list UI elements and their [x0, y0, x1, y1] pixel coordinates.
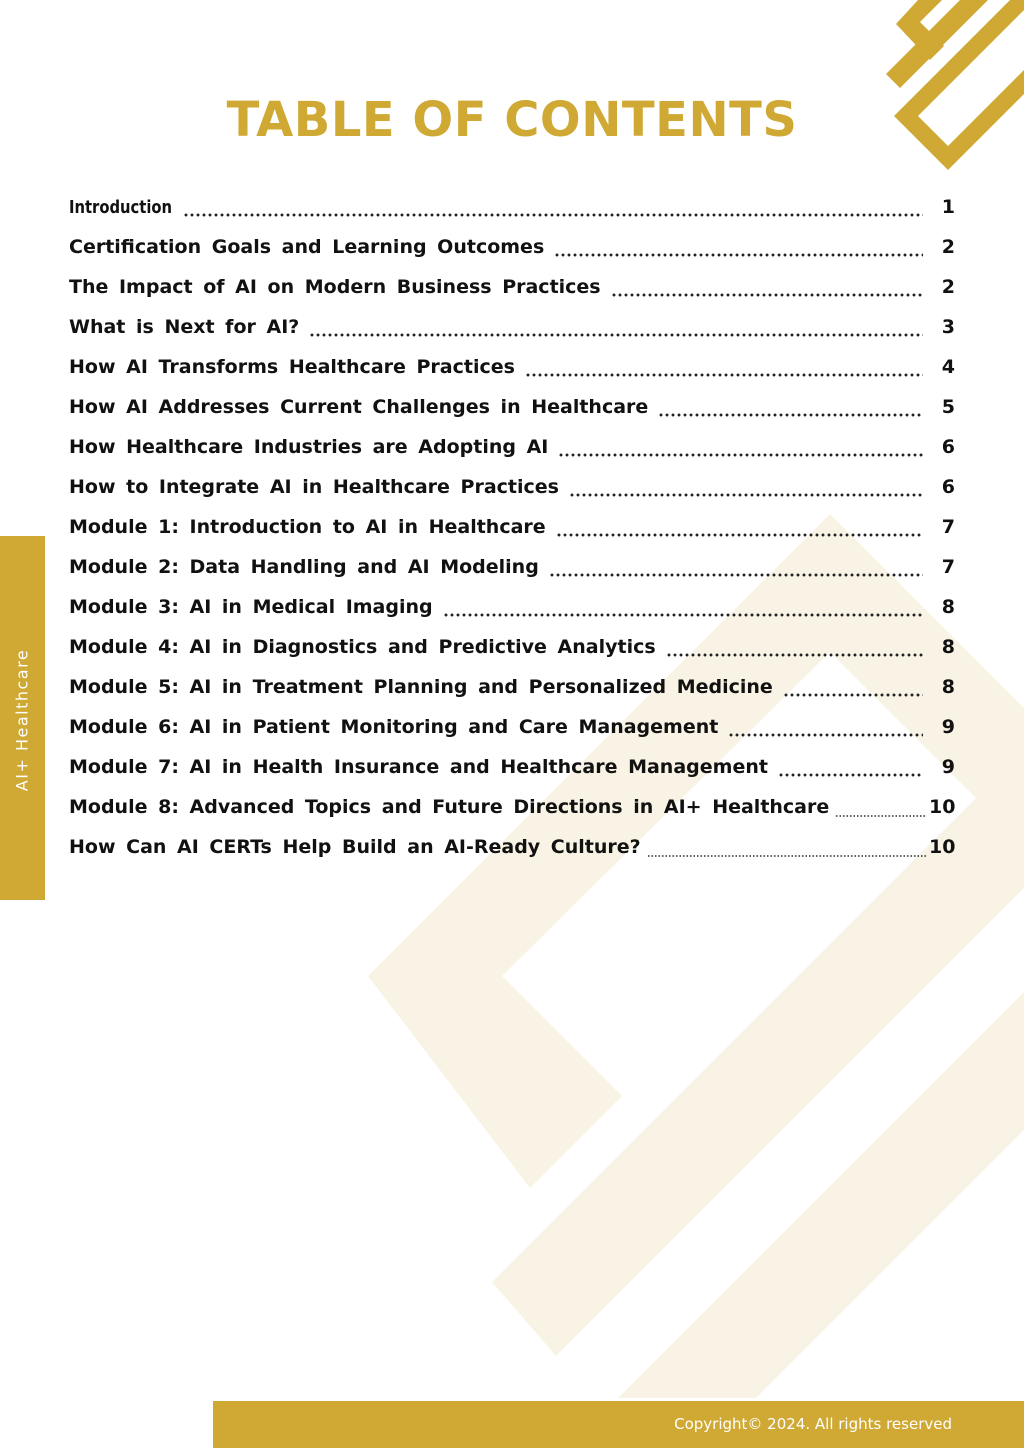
toc-dot-leader — [183, 196, 923, 218]
toc-dot-leader — [778, 756, 923, 778]
table-of-contents — [69, 187, 955, 867]
toc-page-number: 8 — [941, 676, 955, 698]
toc-entry-module-1[interactable] — [69, 507, 955, 547]
toc-dot-leader — [443, 596, 923, 618]
toc-entry-module-3[interactable] — [69, 587, 955, 627]
toc-dot-leader — [783, 676, 923, 698]
toc-page-number: 6 — [941, 476, 955, 498]
toc-entry-ai-transforms-healthcare[interactable] — [69, 347, 955, 387]
toc-dot-leader — [549, 556, 923, 578]
side-tab-label: AI+ Healthcare — [12, 648, 32, 792]
toc-page-number: 7 — [941, 516, 955, 538]
toc-entry-title: Module 7: AI in Health Insurance and Healthcare Management — [69, 756, 768, 778]
footer-bar — [213, 1401, 1024, 1448]
toc-entry-integrate-ai[interactable] — [69, 467, 955, 507]
toc-entry-introduction[interactable] — [69, 187, 955, 227]
corner-chevron-logo — [884, 0, 1024, 180]
copyright-text: Copyright© 2024. All rights reserved — [674, 1415, 952, 1433]
toc-page-number: 9 — [941, 756, 955, 778]
toc-dot-leader — [525, 356, 923, 378]
toc-dot-leader — [309, 316, 923, 338]
toc-entry-module-5[interactable] — [69, 667, 955, 707]
toc-entry-module-2[interactable] — [69, 547, 955, 587]
toc-entry-ai-ready-culture[interactable] — [69, 827, 955, 867]
toc-page-number: 10 — [929, 796, 956, 818]
toc-entry-title: How Healthcare Industries are Adopting AI — [69, 436, 549, 458]
toc-page-number: 10 — [929, 836, 956, 858]
toc-dot-leader — [835, 796, 927, 818]
toc-entry-title: Module 8: Advanced Topics and Future Directions in AI+ Healthcare — [69, 796, 830, 818]
toc-dot-leader — [569, 476, 923, 498]
toc-page-number: 7 — [941, 556, 955, 578]
toc-page-number: 2 — [941, 236, 955, 258]
toc-entry-title: The Impact of AI on Modern Business Practices — [69, 276, 601, 298]
toc-dot-leader — [658, 396, 923, 418]
toc-page-number: 8 — [941, 636, 955, 658]
toc-page-number: 8 — [941, 596, 955, 618]
toc-entry-current-challenges[interactable] — [69, 387, 955, 427]
toc-entry-title: How AI Addresses Current Challenges in Healthcare — [69, 396, 649, 418]
toc-entry-module-7[interactable] — [69, 747, 955, 787]
toc-dot-leader — [554, 236, 923, 258]
toc-page-number: 5 — [941, 396, 955, 418]
toc-entry-module-4[interactable] — [69, 627, 955, 667]
toc-dot-leader — [558, 436, 923, 458]
toc-entry-impact-of-ai[interactable] — [69, 267, 955, 307]
toc-entry-title: Module 3: AI in Medical Imaging — [69, 596, 433, 618]
toc-dot-leader — [611, 276, 923, 298]
toc-entry-certification-goals[interactable] — [69, 227, 955, 267]
toc-page-number: 3 — [941, 316, 955, 338]
toc-entry-title: Module 6: AI in Patient Monitoring and Care Management — [69, 716, 719, 738]
toc-entry-module-6[interactable] — [69, 707, 955, 747]
page-title: TABLE OF CONTENTS — [226, 92, 798, 148]
toc-entry-industries-adopting[interactable] — [69, 427, 955, 467]
toc-entry-title: Module 4: AI in Diagnostics and Predictive Analytics — [69, 636, 656, 658]
toc-entry-title: How AI Transforms Healthcare Practices — [69, 356, 515, 378]
toc-entry-title: Module 2: Data Handling and AI Modeling — [69, 556, 539, 578]
toc-entry-title: How Can AI CERTs Help Build an AI-Ready Culture? — [69, 836, 641, 858]
toc-entry-module-8[interactable] — [69, 787, 955, 827]
toc-entry-title: Introduction — [69, 196, 173, 218]
toc-entry-title: What is Next for AI? — [69, 316, 300, 338]
toc-page-number: 4 — [941, 356, 955, 378]
toc-dot-leader — [647, 836, 927, 858]
toc-entry-title: How to Integrate AI in Healthcare Practices — [69, 476, 559, 498]
toc-entry-title: Module 1: Introduction to AI in Healthcare — [69, 516, 546, 538]
toc-page-number: 1 — [941, 196, 955, 218]
toc-entry-what-is-next[interactable] — [69, 307, 955, 347]
toc-page-number: 2 — [941, 276, 955, 298]
toc-page-number: 6 — [941, 436, 955, 458]
toc-page-number: 9 — [941, 716, 955, 738]
toc-dot-leader — [556, 516, 923, 538]
toc-entry-title: Module 5: AI in Treatment Planning and Personalized Medicine — [69, 676, 773, 698]
toc-entry-title: Certification Goals and Learning Outcomes — [69, 236, 545, 258]
toc-dot-leader — [666, 636, 923, 658]
toc-dot-leader — [728, 716, 923, 738]
